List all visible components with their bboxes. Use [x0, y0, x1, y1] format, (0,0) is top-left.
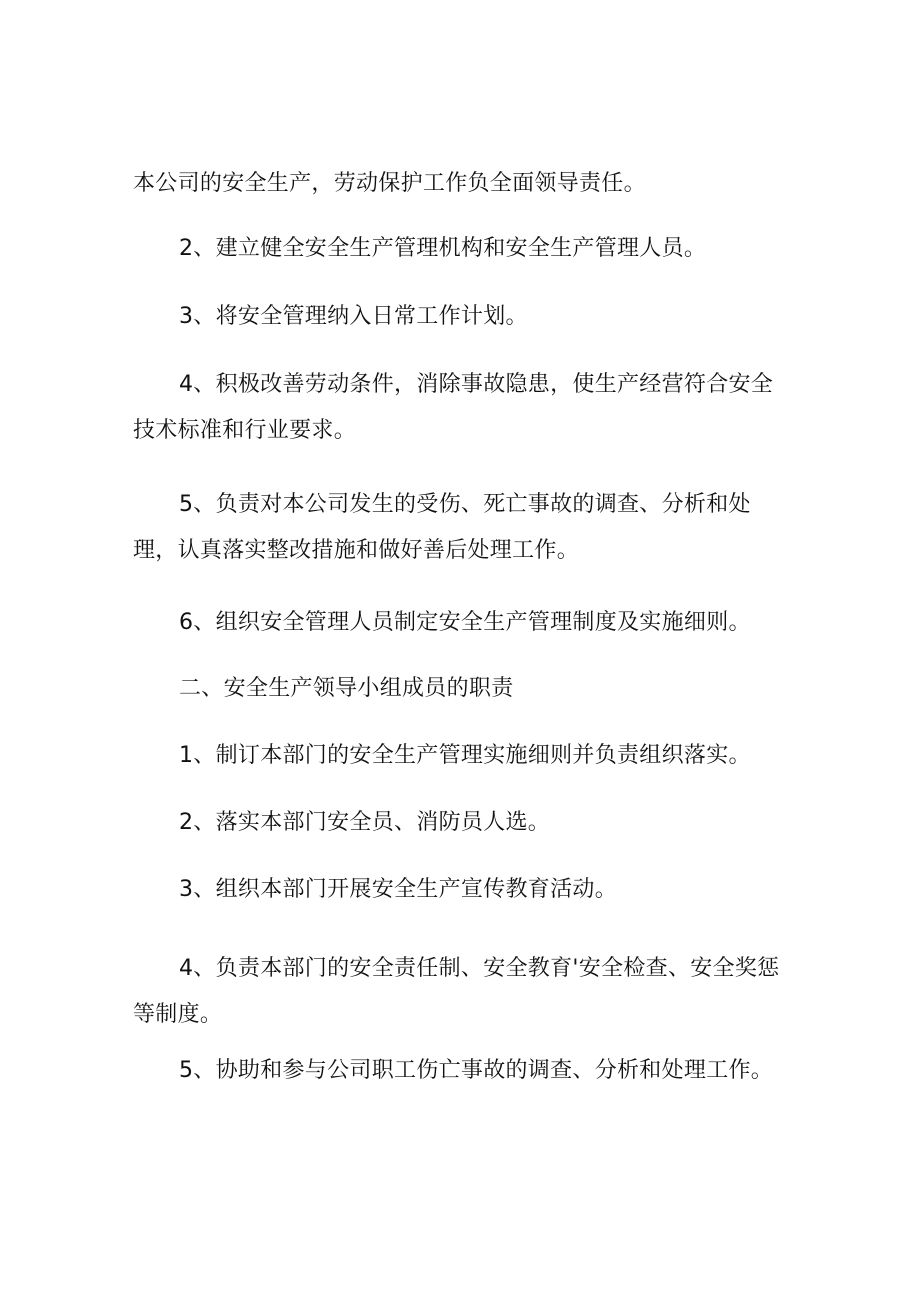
paragraph-item-4: 4、积极改善劳动条件，消除事故隐患，使生产经营符合安全技术标准和行业要求。	[133, 372, 774, 443]
section-heading: 二、安全生产领导小组成员的职责	[179, 676, 514, 701]
paragraph-duty-2: 2、落实本部门安全员、消防员人选。	[179, 810, 551, 835]
paragraph-item-3: 3、将安全管理纳入日常工作计划。	[179, 304, 528, 329]
paragraph-item-5: 5、负责对本公司发生的受伤、死亡事故的调查、分析和处理，认真落实整改措施和做好善后处理工作。	[133, 492, 751, 563]
paragraph-duty-3: 3、组织本部门开展安全生产宣传教育活动。	[179, 877, 617, 902]
paragraph-duty-5: 5、协助和参与公司职工伤亡事故的调查、分析和处理工作。	[179, 1058, 774, 1083]
paragraph-continuation: 本公司的安全生产，劳动保护工作负全面领导责任。	[133, 171, 646, 196]
paragraph-item-2: 2、建立健全安全生产管理机构和安全生产管理人员。	[179, 236, 707, 261]
paragraph-duty-1: 1、制订本部门的安全生产管理实施细则并负责组织落实。	[179, 743, 751, 768]
paragraph-duty-4: 4、负责本部门的安全责任制、安全教育'安全检查、安全奖惩等制度。	[133, 956, 780, 1027]
paragraph-item-6: 6、组织安全管理人员制定安全生产管理制度及实施细则。	[179, 610, 751, 635]
